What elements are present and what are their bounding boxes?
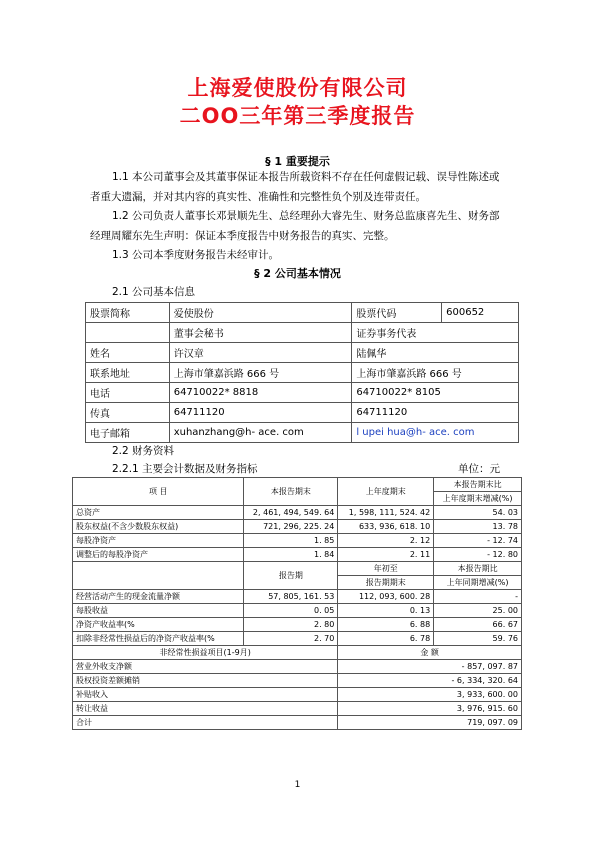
stock-name-label: 股票简称 (86, 303, 170, 323)
table-row: 电话 64710022* 8818 64710022* 8105 (86, 383, 519, 403)
table-row (86, 323, 519, 343)
table-row: 转让收益 3, 976, 915. 60 (73, 702, 522, 716)
stock-code-label: 股票代码 (352, 303, 442, 323)
table-row: 电子邮箱 xuhanzhang@h- ace. com l upei hua@h- ace. com (86, 423, 519, 443)
table-row: 经营活动产生的现金流量净额 57, 805, 161. 53 112, 093, 600. 28 - (73, 590, 522, 604)
table-row: 上年度期末增减(%) (73, 492, 522, 506)
section1-heading: § 1 重要提示 (265, 155, 330, 168)
table-row (86, 303, 519, 323)
table-row: 股权投资差额摊销 - 6, 334, 320. 64 (73, 674, 522, 688)
table-row: 项 目 本报告期末 上年度期末 本报告期末比 (73, 478, 522, 492)
table-row: 报告期期末 上年同期增减(%) (73, 576, 522, 590)
table-row: 补贴收入 3, 933, 600. 00 (73, 688, 522, 702)
subsection-key-data: 2.2.1 主要会计数据及财务指标 (112, 463, 258, 475)
table-row: 报告期 年初至 本报告期比 (73, 562, 522, 576)
stock-name-value: 爱使股份 (169, 303, 352, 323)
notice-paragraph-1: 1.1 本公司董事会及其董事保证本报告所载资料不存在任何虚假记载、误导性陈述或者重大遗漏，并对其内容的真实性、准确性和完整性负个别及连带责任。 (90, 171, 500, 203)
basic-info-table (85, 302, 519, 443)
table-row: 姓名 许汉章 陆佩华 (86, 343, 519, 363)
subsection-financial: 2.2 财务资料 (112, 445, 175, 457)
table-row: 营业外收支净额 - 857, 097. 87 (73, 660, 522, 674)
report-title-company: 上海爱使股份有限公司 (187, 76, 408, 100)
table-row: 非经常性损益项目(1-9月) 金 额 (73, 646, 522, 660)
table-row: 总资产 2, 461, 494, 549. 64 1, 598, 111, 524. 42 54. 03 (73, 506, 522, 520)
subsection-basic-info: 2.1 公司基本信息 (112, 286, 196, 298)
table-row: 每股收益 0. 05 0. 13 25. 00 (73, 604, 522, 618)
table-row: 股东权益(不含少数股东权益) 721, 296, 225. 24 633, 936, 618. 10 13. 78 (73, 520, 522, 534)
table-row: 扣除非经常性损益后的净资产收益率(% 2. 70 6. 78 59. 76 (73, 632, 522, 646)
table-row: 联系地址 上海市肇嘉浜路 666 号 上海市肇嘉浜路 666 号 (86, 363, 519, 383)
securities-rep-header: 证券事务代表 (352, 323, 519, 343)
secretary-email: xuhanzhang@h- ace. com (169, 423, 352, 443)
page-number: 1 (294, 780, 301, 790)
stock-code-value: 600652 (442, 303, 519, 323)
unit-label: 单位：元 (458, 463, 500, 475)
report-title-period: 二OO三年第三季度报告 (179, 104, 416, 128)
notice-paragraph-2: 1.2 公司负责人董事长邓景顺先生、总经理孙大睿先生、财务总监康喜先生、财务部经理周耀东先生声明：保证本季度报告中财务报告的真实、完整。 (90, 210, 500, 242)
board-secretary-header: 董事会秘书 (169, 323, 352, 343)
notice-paragraph-3: 1.3 公司本季度财务报告未经审计。 (112, 249, 280, 261)
section2-heading: § 2 公司基本情况 (254, 267, 341, 280)
table-row: 调整后的每股净资产 1. 84 2. 11 - 12. 80 (73, 548, 522, 562)
table-row: 每股净资产 1. 85 2. 12 - 12. 74 (73, 534, 522, 548)
table-row: 净资产收益率(% 2. 80 6. 88 66. 67 (73, 618, 522, 632)
rep-email: l upei hua@h- ace. com (352, 423, 519, 443)
table-row: 合计 719, 097. 09 (73, 716, 522, 730)
financial-table (72, 477, 522, 730)
table-row: 传真 64711120 64711120 (86, 403, 519, 423)
